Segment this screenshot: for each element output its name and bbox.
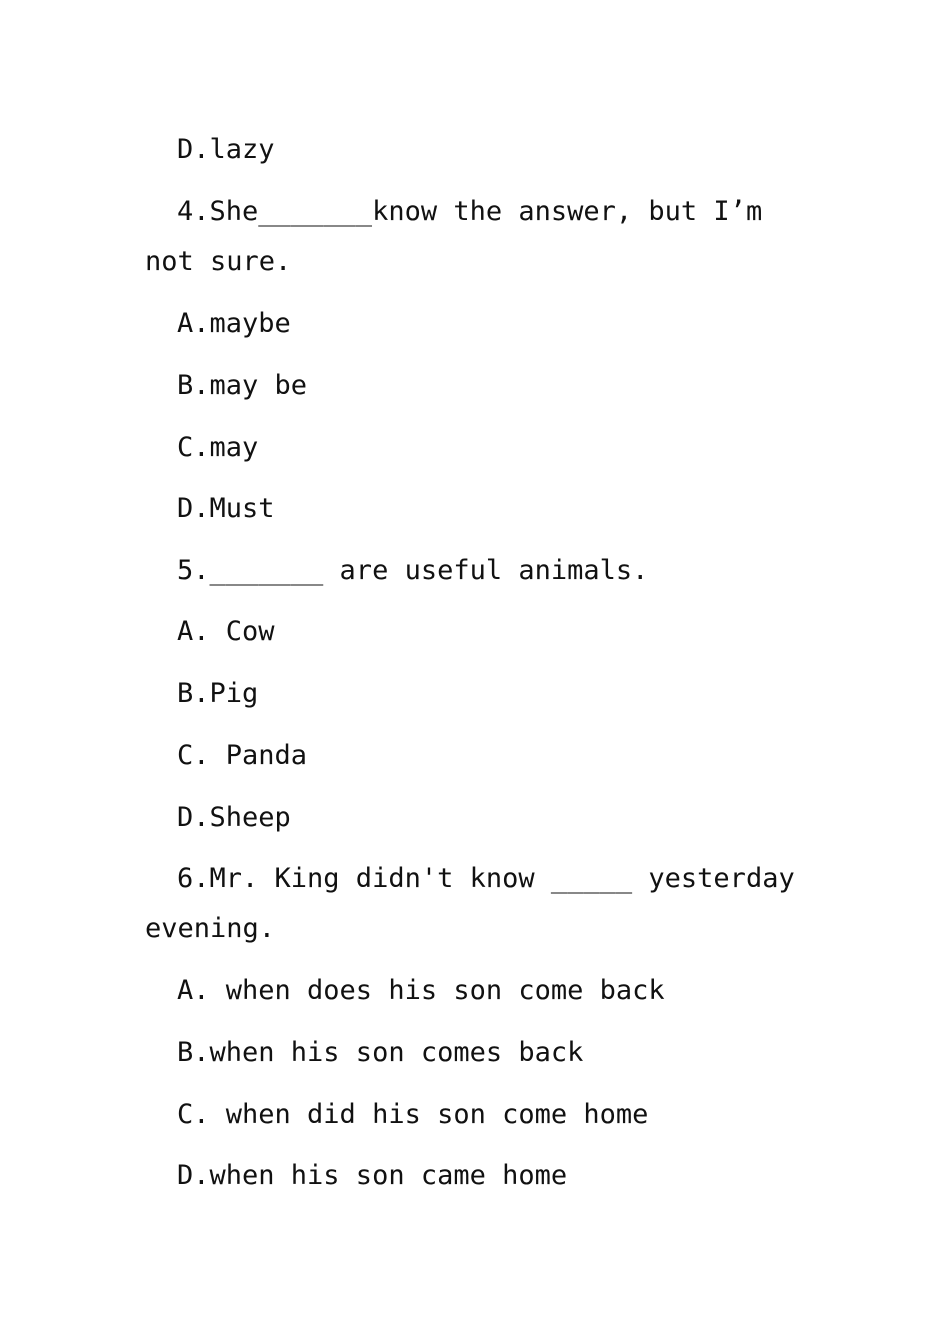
q5-option-d: D.Sheep: [177, 802, 291, 833]
q4-stem-line2: not sure.: [145, 246, 292, 277]
q6-stem-line2: evening.: [145, 913, 276, 944]
q5-option-c: C. Panda: [177, 740, 308, 771]
q4-option-b: B.may be: [177, 370, 308, 401]
q4-stem-line1: 4.She_______know the answer, but I’m: [177, 196, 763, 227]
q6-option-c: C. when did his son come home: [177, 1099, 649, 1130]
q6-stem-line1: 6.Mr. King didn't know _____ yesterday: [177, 863, 795, 894]
q4-option-a: A.maybe: [177, 308, 291, 339]
q3-option-d: D.lazy: [177, 134, 275, 165]
q6-option-d: D.when his son came home: [177, 1160, 568, 1191]
q4-option-d: D.Must: [177, 493, 275, 524]
q6-option-b: B.when his son comes back: [177, 1037, 584, 1068]
q5-option-b: B.Pig: [177, 678, 259, 709]
q5-stem-line1: 5._______ are useful animals.: [177, 555, 649, 586]
q5-option-a: A. Cow: [177, 616, 275, 647]
q6-option-a: A. when does his son come back: [177, 975, 665, 1006]
q4-option-c: C.may: [177, 432, 259, 463]
